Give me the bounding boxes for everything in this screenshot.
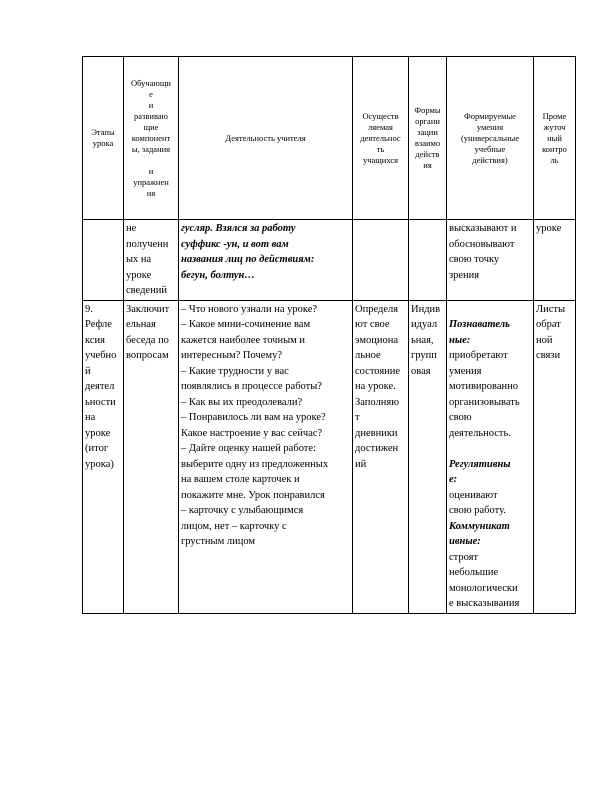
row1-student-activity [353,220,409,301]
header-skills: Формируемые умения (универсальные учебные действия) [447,57,534,220]
table-header-row [83,57,576,220]
header-teacher-activity: Деятельность учителя [179,57,353,220]
row1-control: уроке [534,220,576,301]
row1-teacher-activity: гусляр. Взялся за работу суффикс -ун, и вот вам названия лиц по действиям: бегун, болтун… [179,220,353,301]
row2-stage: 9. Рефле ксия учебно й деятел ьности на уроке (итог урока) [83,300,124,613]
table-row [83,220,576,301]
row2-teacher-activity: – Что нового узнали на уроке? – Какое мини-сочинение вам кажется наиболее точным и интересным? Почему? – Какие трудности у вас появлялись в процессе работы? – Как вы их преодолевали? – Понравилось ли вам на уроке? Какое настроение у вас сейчас? – Дайте оценку нашей работе: выберите одну из предложенных на вашем столе карточек и покажите мне. Урок понравился – карточку с улыбающимся лицом, нет – карточку с грустным лицом [179,300,353,613]
header-control: Проме жуточ ный контро ль [534,57,576,220]
header-stages: Этапы урока [83,57,124,220]
skill-label-cognitive: Познаватель ные: [449,319,510,346]
row1-forms [409,220,447,301]
row2-components: Заключит ельная беседа по вопросам [124,300,179,613]
header-student-activity: Осуществ ляемая деятельнос ть учащихся [353,57,409,220]
row2-student-activity: Определя ют свое эмоциона льное состояние на уроке. Заполняю т дневники достижен ий [353,300,409,613]
skill-text-communicative: строят небольшие монологически е высказывания [449,551,520,609]
row2-skills [447,300,534,613]
header-interaction-forms: Формы органи зации взаимо действ ия [409,57,447,220]
lesson-plan-table [82,56,576,614]
skill-label-regulatory: Регулятивны е: [449,458,511,485]
row1-stage [83,220,124,301]
skill-text-regulatory: оценивают свою работу. [449,489,506,516]
table-row [83,300,576,613]
skill-label-communicative: Коммуникат ивные: [449,520,510,547]
row2-control: Листы обрат ной связи [534,300,576,613]
skill-text-cognitive: приобретают умения мотивированно организовывать свою деятельность. [449,350,520,439]
row1-skills: высказывают и обосновывают свою точку зрения [447,220,534,301]
row2-forms: Индив идуал ьная, групп овая [409,300,447,613]
row1-components: не полученн ых на уроке сведений [124,220,179,301]
header-components: Обучающи е и развиваю щие компонент ы, задания и упражнен ия [124,57,179,220]
